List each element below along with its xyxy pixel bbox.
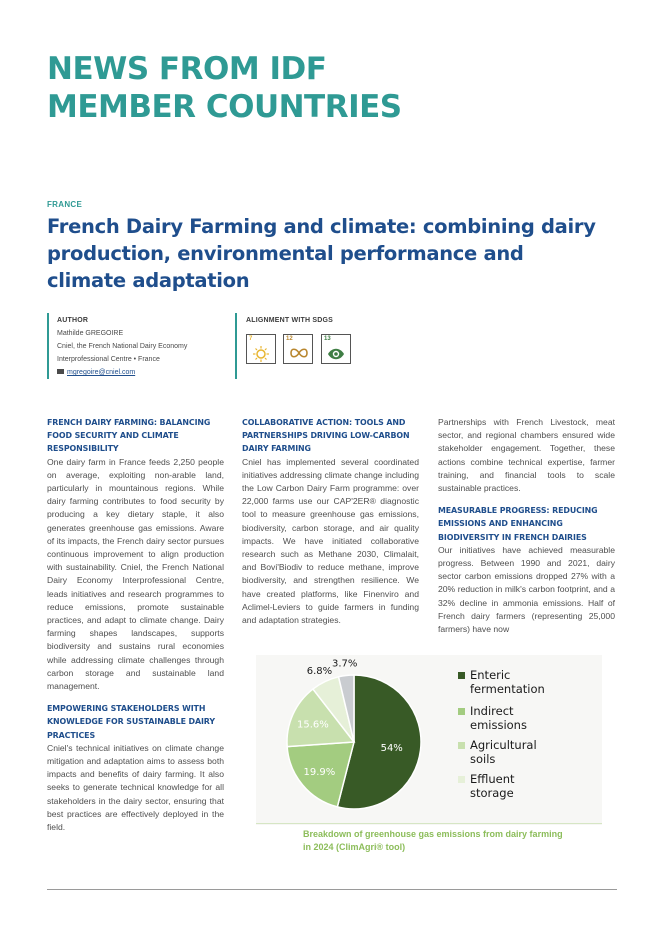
sdg-label: ALIGNMENT WITH SDGS — [246, 317, 334, 324]
body-paragraph: One dairy farm in France feeds 2,250 people on average, exploiting non-arable land, particularly in mountainous regions. While dairy farming contributes to food security by producing a key dietary staple, it also generates greenhouse gas emissions. Aware of its impacts, the French dairy sector pursues continuous improvement to align production with sustainability. Cniel, the French National Dairy Economy Interprofessional Centre, leads initiatives and research programmes to reduce emissions, promote sustainable practices, and adapt to climate change. Dairy farming shapes landscapes, supports biodiversity and sustains rural economies while addressing climate challenges through carbon storage and sustainable land management. — [47, 456, 224, 692]
legend-swatch — [458, 708, 465, 715]
author-name: Mathilde GREGOIRE — [57, 330, 124, 337]
masthead-line-2: MEMBER COUNTRIES — [47, 89, 402, 125]
sdg-13-number: 13 — [324, 336, 331, 342]
legend-label-line: fermentation — [470, 682, 545, 696]
section-heading: COLLABORATIVE ACTION: TOOLS AND PARTNERSHIPS DRIVING LOW-CARBON DAIRY FARMING — [242, 418, 410, 454]
legend-item — [470, 704, 527, 732]
sun-icon — [252, 346, 270, 362]
slice-value-label: 15.6% — [297, 719, 329, 731]
sdg-7-number: 7 — [249, 336, 253, 342]
author-email-row — [57, 366, 187, 379]
body-paragraph: Cniel's technical initiatives on climate change mitigation and adaptation aims to assess both impacts and benefits of dairy farming. It also seeks to generate technical knowledge for all stakeholders in the dairy sector, ensuring that best practices are effectively deployed in the field. — [47, 742, 224, 833]
legend-item — [470, 738, 537, 766]
masthead — [47, 50, 567, 126]
envelope-icon — [57, 369, 64, 374]
chart-legend — [470, 668, 600, 808]
author-bar — [47, 313, 49, 379]
slice-value-label: 19.9% — [303, 766, 336, 778]
legend-label-line: Enteric — [470, 668, 511, 682]
legend-label-line: storage — [470, 786, 514, 800]
sdg-bar — [235, 313, 237, 379]
sdg-icons — [246, 334, 356, 366]
legend-label-line: Effluent — [470, 772, 515, 786]
body-paragraph: Partnerships with French Livestock, meat sector, and regional chambers ensured wide stakeholder engagement. Together, these actions combine technical expertise, farmer training, and financial tools to scale sustainable practices. — [438, 417, 615, 494]
country-tag: FRANCE — [47, 200, 83, 209]
eye-earth-icon — [327, 346, 345, 362]
section-heading: MEASURABLE PROGRESS: REDUCING EMISSIONS AND ENHANCING BIODIVERSITY IN FRENCH DAIRIES — [438, 506, 598, 542]
body-paragraph: Cniel has implemented several coordinated initiatives addressing climate change including the Low Carbon Dairy Farm programme: over 22,000 farms use our CAP'2ER® diagnostic tool to measure greenhouse gas emissions, biodiversity, carbon storage, and air quality impacts. We have initiated collaborative research such as Methane 2030, Climalait, and Bovi'Biodiv to reduce methane, improve biodiversity, and strengthen resilience. We have created platforms, like Finenviro and Aclimel-Leviers to guide farmers in funding and adaptation strategies. — [242, 456, 419, 626]
body-paragraph: Our initiatives have achieved measurable progress. Between 1990 and 2021, dairy sector carbon emissions dropped 27% with a 20% reduction in milk's carbon footprint, and a 32% decline in ammonia emissions. Half of French dairy farmers (representing 25,000 farmers) have now — [438, 544, 615, 635]
author-label: AUTHOR — [57, 317, 89, 324]
legend-label-line: Indirect — [470, 704, 514, 718]
legend-label-line: Agricultural — [470, 738, 537, 752]
sdg-12-icon — [283, 334, 313, 364]
legend-label-line: soils — [470, 752, 496, 766]
article-headline: French Dairy Farming and climate: combining dairy production, environmental performance and climate adaptation — [47, 215, 596, 292]
author-block — [57, 317, 187, 379]
section-heading: FRENCH DAIRY FARMING: BALANCING FOOD SECURITY AND CLIMATE RESPONSIBILITY — [47, 418, 211, 454]
author-org: Cniel, the French National Dairy Economy — [57, 343, 188, 350]
section-heading: EMPOWERING STAKEHOLDERS WITH KNOWLEDGE FOR SUSTAINABLE DAIRY PRACTICES — [47, 704, 215, 740]
column-3 — [438, 416, 615, 645]
legend-item — [470, 772, 515, 800]
infinity-icon — [289, 346, 309, 360]
caption-rule — [256, 823, 602, 824]
legend-label-line: emissions — [470, 718, 527, 732]
masthead-line-1: NEWS FROM IDF — [47, 51, 327, 87]
column-2 — [242, 416, 419, 636]
sdg-7-icon — [246, 334, 276, 364]
slice-value-label: 54% — [380, 742, 403, 754]
author-org-country: Interprofessional Centre • France — [57, 356, 160, 363]
footer-rule — [47, 889, 617, 890]
chart-caption: Breakdown of greenhouse gas emissions from dairy farming in 2024 (ClimAgri® tool) — [303, 829, 563, 852]
slice-value-label: 6.8% — [306, 665, 333, 677]
column-1 — [47, 416, 224, 843]
legend-swatch — [458, 672, 465, 679]
legend-item — [470, 668, 545, 696]
legend-swatch — [458, 742, 465, 749]
slice-value-label: 3.7% — [332, 658, 358, 670]
sdg-13-icon — [321, 334, 351, 364]
author-email-link[interactable]: mgregoire@cniel.com — [67, 369, 136, 376]
legend-swatch — [458, 776, 465, 783]
sdg-12-number: 12 — [286, 336, 293, 342]
